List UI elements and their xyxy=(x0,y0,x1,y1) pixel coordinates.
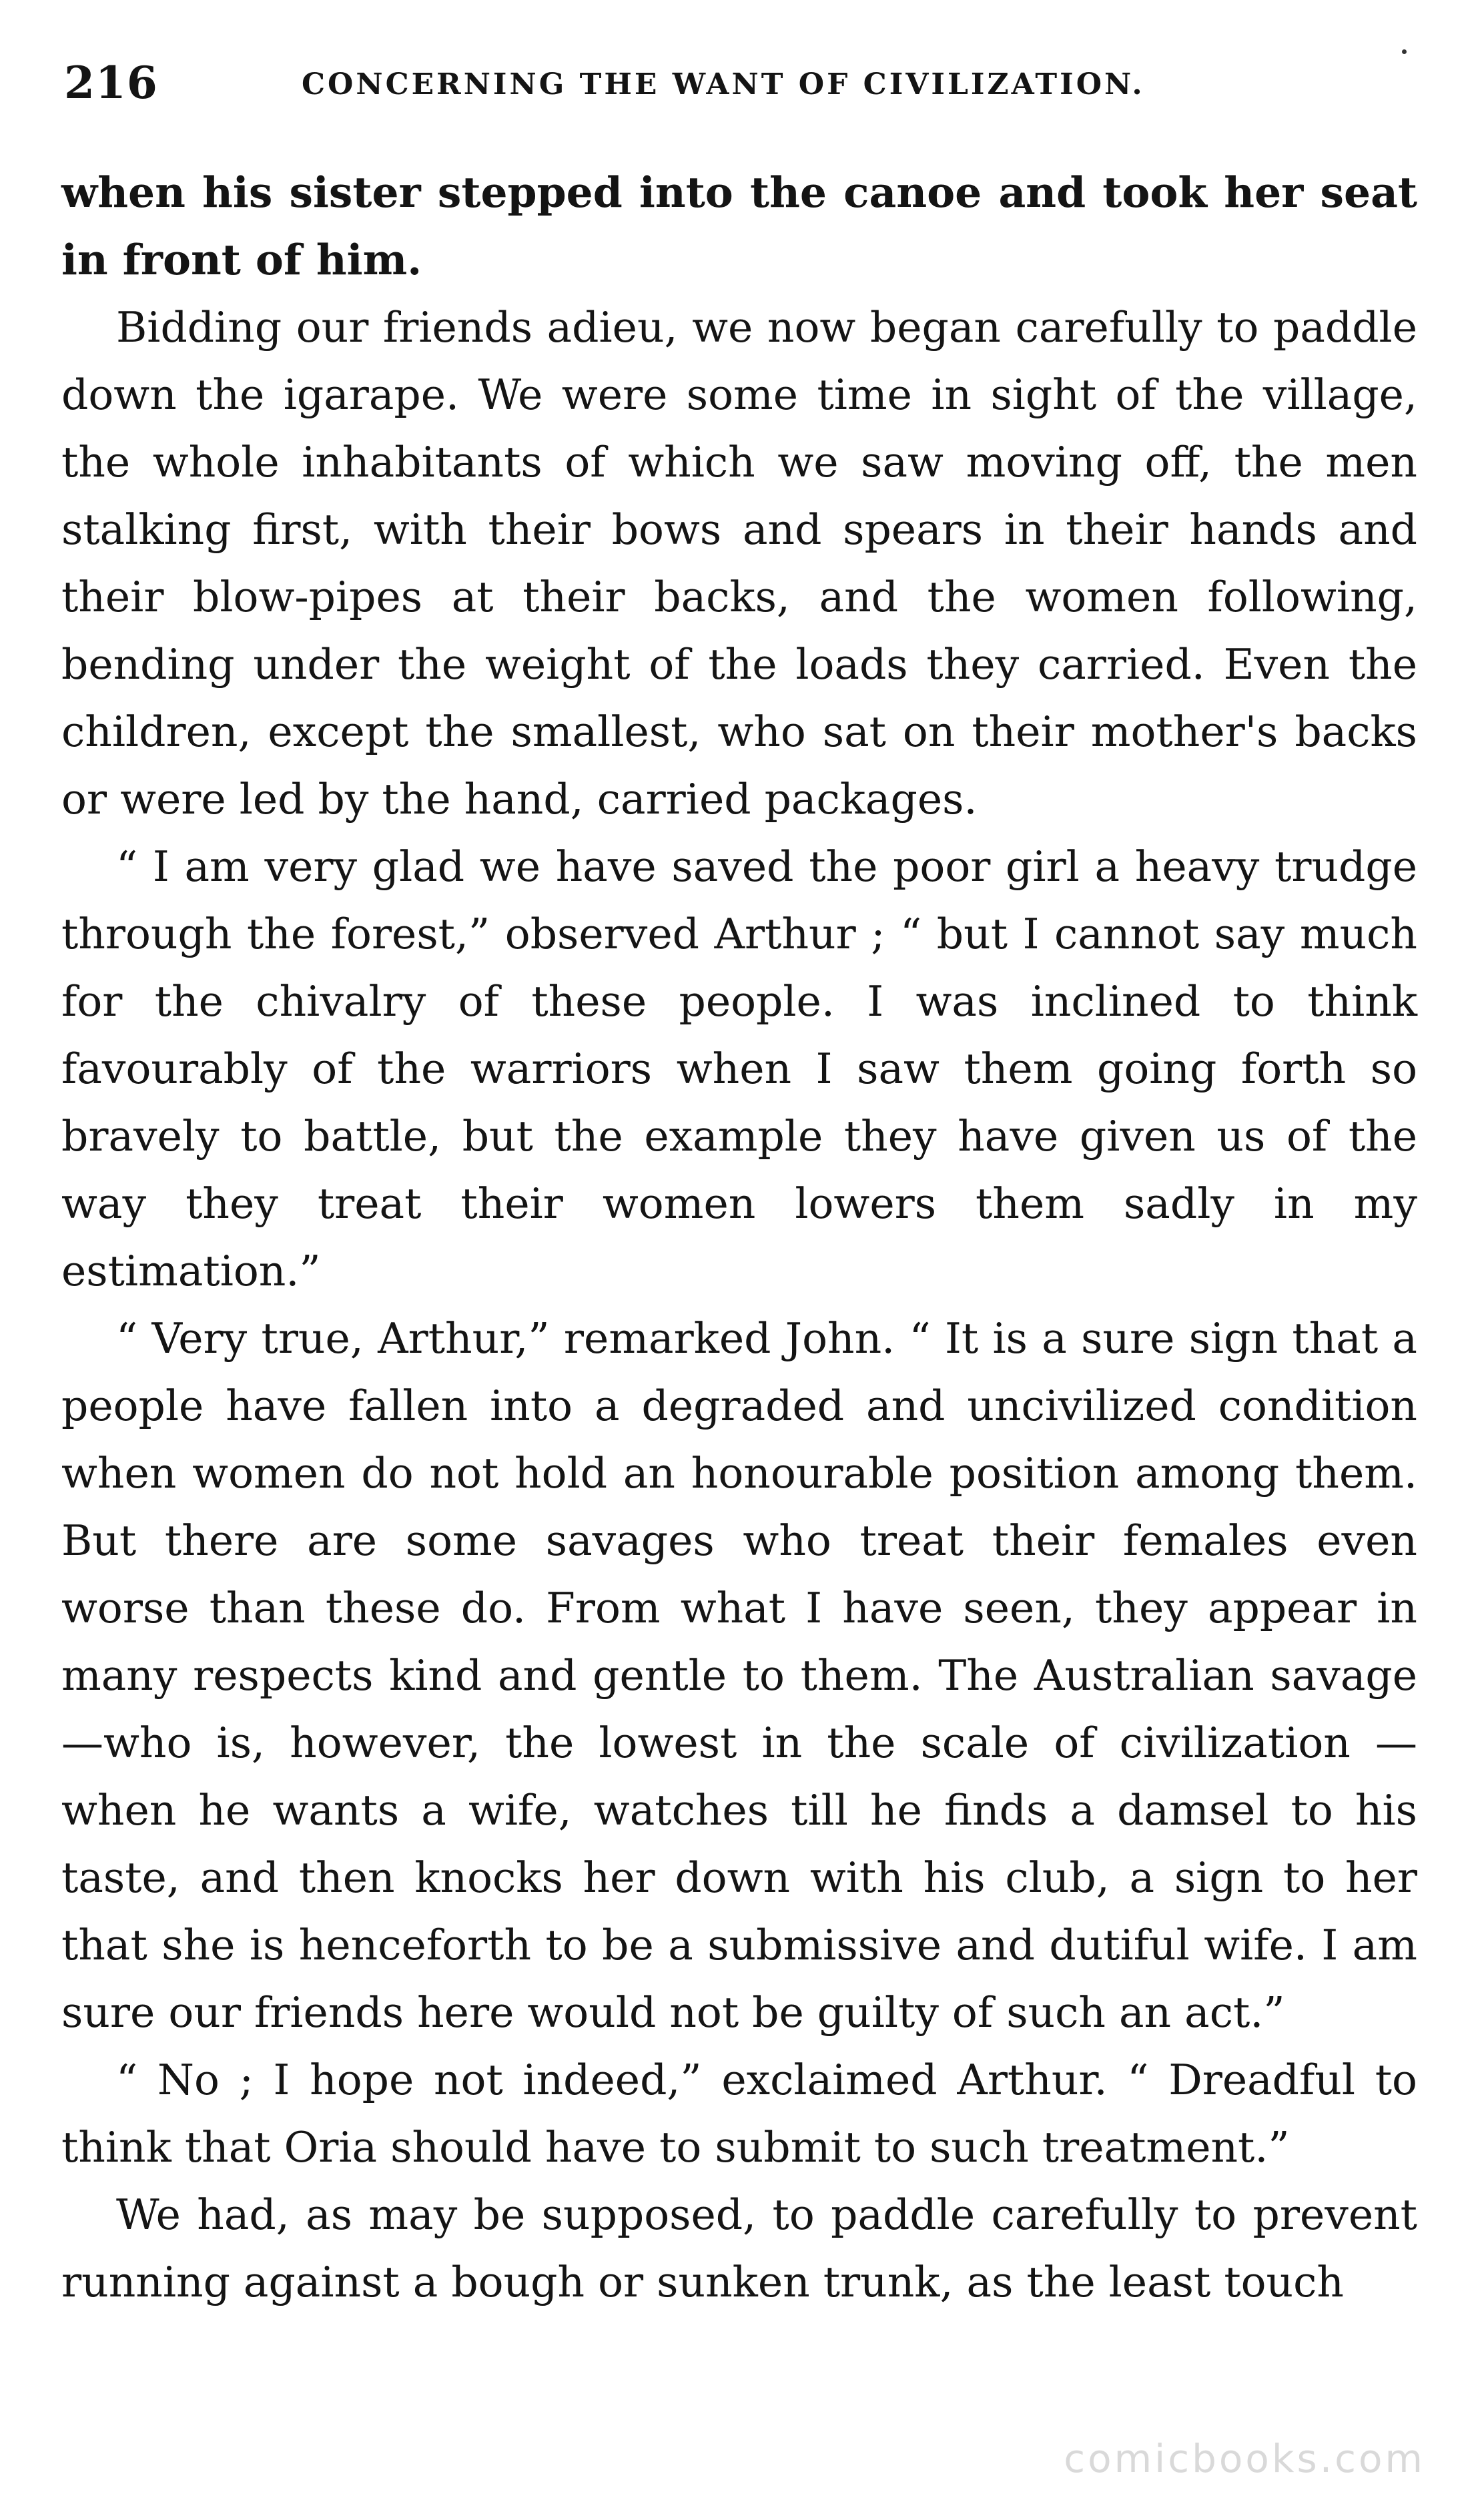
paragraph: We had, as may be supposed, to paddle carefully to prevent running against a bough or sunken trunk, as the least touch xyxy=(61,2190,1417,2306)
body-text xyxy=(61,159,1417,2316)
page-number: 216 xyxy=(64,57,158,109)
paragraph: “ I am very glad we have saved the poor girl a heavy trudge through the forest,” observed Arthur ; “ but I cannot say much for the chivalry of these people. I was inclined to think favourably of the warriors when I saw them going forth so bravely to battle, but the example they have given us of the way they treat their women lowers them sadly in my estimation.” xyxy=(61,842,1417,1295)
paragraph: “ Very true, Arthur,” remarked John. “ It is a sure sign that a people have fallen into a degraded and uncivilized condition when women do not hold an honourable position among them. But there are some savages who treat their females even worse than these do. From what I have seen, they appear in many respects kind and gentle to them. The Australian savage—who is, however, the lowest in the scale of civilization —when he wants a wife, watches till he finds a damsel to his taste, and then knocks her down with his club, a sign to her that she is henceforth to be a submissive and dutiful wife. I am sure our friends here would not be guilty of such an act.” xyxy=(61,1314,1417,2037)
paragraph: “ No ; I hope not indeed,” exclaimed Arthur. “ Dreadful to think that Oria should have to submit to such treatment.” xyxy=(61,2056,1417,2172)
running-title: CONCERNING THE WANT OF CIVILIZATION. xyxy=(302,67,1145,101)
print-speck xyxy=(1402,49,1407,54)
paragraph: Bidding our friends adieu, we now began carefully to paddle down the igarape. We were some time in sight of the village, the whole inhabitants of which we saw moving off, the men stalking first, with their bows and spears in their hands and their blow-pipes at their backs, and the women following, bending under the weight of the loads they carried. Even the children, except the smallest, who sat on their mother's backs or were led by the hand, carried packages. xyxy=(61,303,1417,824)
page-header xyxy=(64,57,1419,117)
paragraph-continued: when his sister stepped into the canoe and took her seat in front of him. xyxy=(61,168,1417,284)
watermark-text: comicbooks.com xyxy=(1064,2436,1425,2481)
